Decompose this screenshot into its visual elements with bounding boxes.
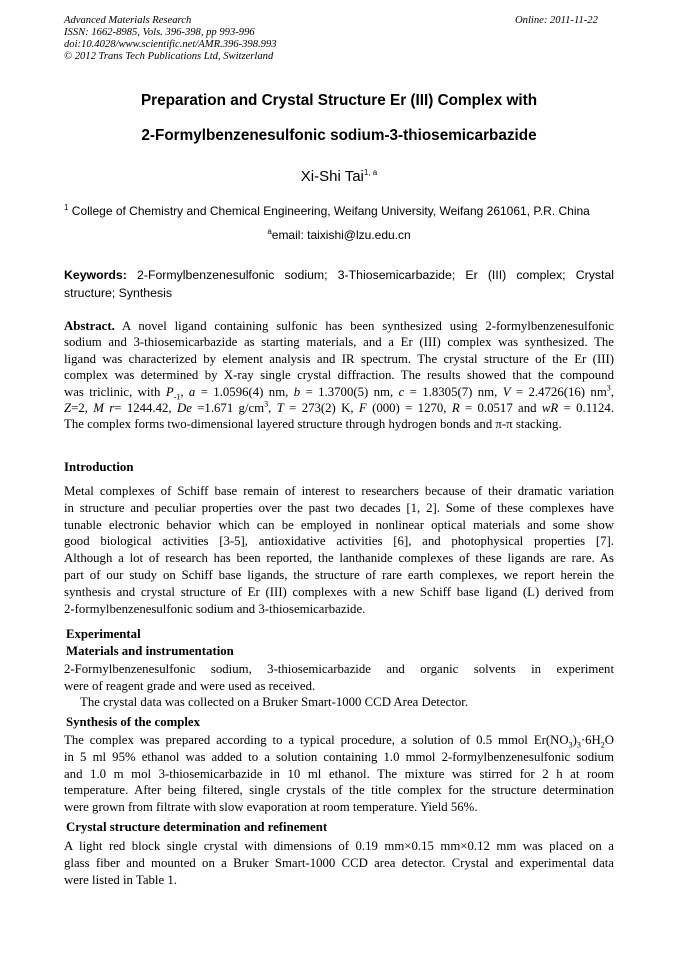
synthesis-heading: Synthesis of the complex (66, 715, 201, 729)
introduction-body (64, 483, 614, 617)
intro-line-3: tunable electronic behavior which can be employed in nonlinear optical materials and some show (64, 517, 614, 532)
materials-heading: Materials and instrumentation (66, 644, 234, 658)
abstract-line-1 (64, 318, 614, 334)
intro-line-1: Metal complexes of Schiff base remain of interest to researchers because of their dramatic variation (64, 484, 614, 498)
materials-line-1: 2-Formylbenzenesulfonic sodium, 3-thiosemicarbazide and organic solvents in experiment (64, 662, 614, 676)
intro-line-5: Although a lot of research has been reported, the lanthanide complexes of these ligands are rare. As (64, 551, 614, 566)
journal-name: Advanced Materials Research (64, 15, 192, 26)
author-sup: 1, a (363, 168, 378, 177)
synthesis-line-2: in 5 ml 95% ethanol was added to a solution containing 1.0 mmol 2-formylbenzenesulfonic sodium (64, 749, 614, 764)
crystal-line-2: glass fiber and mounted on a Bruker Smart-1000 CCD area detector. Crystal and experimental data (64, 855, 614, 870)
synthesis-body (64, 732, 614, 816)
affiliation-sup: 1 (64, 203, 69, 212)
materials-body (64, 661, 614, 711)
crystal-heading: Crystal structure determination and refinement (66, 820, 328, 834)
email (0, 228, 678, 242)
keywords-line-1 (64, 266, 614, 284)
affiliation (64, 204, 624, 218)
copyright-line: © 2012 Trans Tech Publications Ltd, Switzerland (64, 51, 274, 62)
intro-line-4: good biological activities [3-5], antioxidative activities [6], and photophysical properties [7]. (64, 534, 614, 549)
experimental-heading: Experimental (66, 627, 141, 641)
email-text[interactable]: email: taixishi@lzu.edu.cn (271, 228, 411, 242)
author (0, 168, 678, 185)
abstract-line-5: was triclinic, with $P_{-1}$, a = 1.0596(4) nm, b = 1.3700(5) nm, c = 1.8305(7) nm, V = 2.4726(16) $nm^3$, (64, 383, 614, 402)
keywords-label: Keywords: (64, 268, 127, 282)
issn-line: ISSN: 1662-8985, Vols. 396-398, pp 993-996 (64, 27, 255, 38)
keywords-text-1: 2-Formylbenzenesulfonic sodium; 3-Thiosemicarbazide; Er (III) complex; Crystal (137, 268, 614, 282)
title-line-1: Preparation and Crystal Structure Er (III) Complex with (140, 92, 538, 109)
intro-line-7: synthesis and crystal structure of Er (III) complexes with a new Schiff base ligand (L) derived from (64, 584, 614, 599)
crystal-line-1: A light red block single crystal with dimensions of 0.19 mm×0.15 mm×0.12 mm was placed on a (64, 839, 614, 853)
synthesis-line-4: temperature. After being filtered, single crystals of the title complex for the structure determination (64, 783, 614, 798)
title-line-2: 2-Formylbenzenesulfonic sodium-3-thiosemicarbazide (141, 127, 537, 144)
affiliation-text: College of Chemistry and Chemical Engineering, Weifang University, Weifang 261061, P.R. China (71, 204, 590, 218)
abstract-line-3: ligand was characterized by element analysis and IR spectrum. The crystal structure of the Er (III) (64, 351, 614, 366)
email-sup: a (267, 227, 272, 236)
abstract (64, 318, 614, 433)
keywords (64, 266, 614, 302)
abstract-label: Abstract. (64, 319, 115, 333)
synthesis-line-3: and 1.0 m mol 3-thiosemicarbazide in 10 ml ethanol. The mixture was stirred for 2 h at room (64, 766, 614, 781)
materials-line-2: were of reagent grade and were used as received. (64, 678, 316, 693)
materials-line-3: The crystal data was collected on a Bruker Smart-1000 CCD Area Detector. (80, 695, 469, 710)
intro-line-2: in structure and peculiar properties over the past two decades [1, 2]. Some of these complexes have (64, 500, 614, 515)
synthesis-line-1: The complex was prepared according to a typical procedure, a solution of 0.5 mmol $Er(NO_3)_3\cdot 6H_2O$ (64, 733, 614, 750)
intro-line-6: part of our study on Schiff base ligands, the structure of rare earth complexes, we report herein the (64, 567, 614, 582)
keywords-line-2: structure; Synthesis (64, 286, 172, 300)
abstract-line-2: sodium and 3-thiosemicarbazide as starting materials, and a Er (III) complex was synthesized. The (64, 335, 614, 350)
intro-line-8: 2-formylbenzenesulfonic sodium and 3-thiosemicarbazide. (64, 601, 366, 616)
synthesis-line-5: were grown from filtrate with slow evaporation at room temperature. Yield 56%. (64, 800, 478, 815)
crystal-line-3: were listed in Table 1. (64, 872, 177, 887)
author-name: Xi-Shi Tai (300, 168, 364, 185)
doi-line: doi:10.4028/www.scientific.net/AMR.396-398.993 (64, 39, 277, 50)
online-date: Online: 2011-11-22 (515, 15, 598, 26)
introduction-heading: Introduction (64, 460, 134, 474)
abstract-line-6: Z=2, M r= 1244.42, De =1.671 $g/cm^3$, T = 273(2) K, F (000) = 1270, R = 0.0517 and wR = 0.1124. (64, 399, 615, 416)
abstract-line-4: complex was determined by X-ray single crystal diffraction. The results showed that the compound (64, 368, 614, 383)
crystal-body (64, 838, 614, 888)
abstract-text-1: A novel ligand containing sulfonic has been synthesized using 2-formylbenzenesulfonic (121, 319, 614, 333)
abstract-line-7: The complex forms two-dimensional layered structure through hydrogen bonds and π-π stacking. (64, 417, 562, 432)
